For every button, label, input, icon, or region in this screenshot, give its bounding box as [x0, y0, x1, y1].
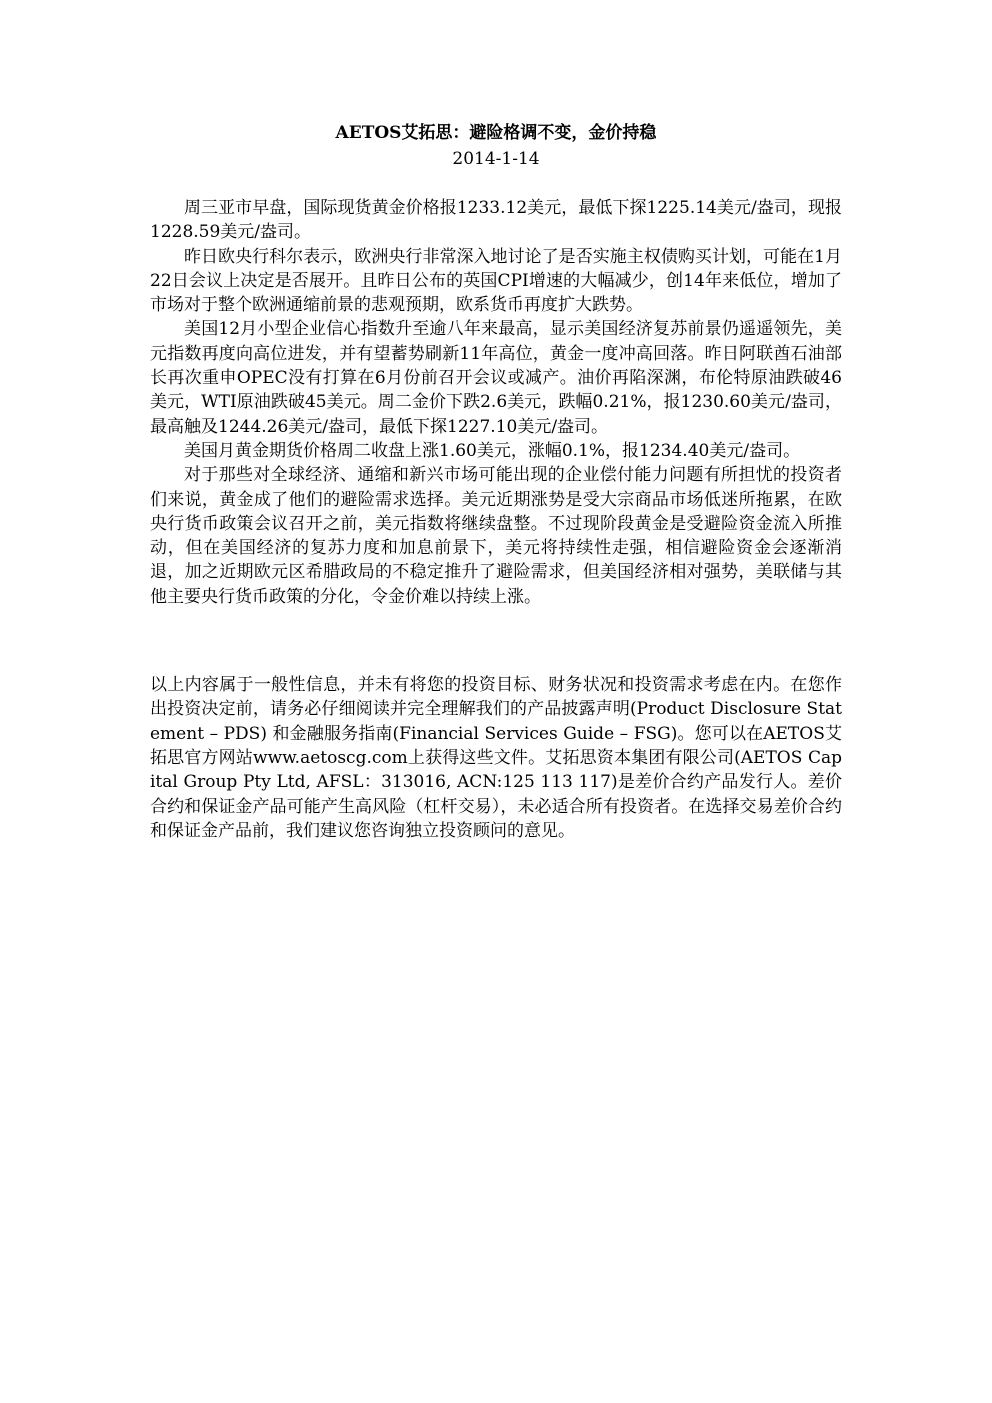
body-paragraph: 美国12月小型企业信心指数升至逾八年来最高，显示美国经济复苏前景仍遥遥领先，美元指数再度向高位进发，并有望蓄势刷新11年高位，黄金一度冲高回落。昨日阿联酋石油部长再次重申OPEC没有打算在6月份前召开会议或减产。油价再陷深渊，布伦特原油跌破46美元，WTI原油跌破45美元。周二金价下跌2.6美元，跌幅0.21%，报1230.60美元/盎司，最高触及1244.26美元/盎司，最低下探1227.10美元/盎司。 [150, 319, 842, 437]
disclaimer-paragraph: 以上内容属于一般性信息，并未有将您的投资目标、财务状况和投资需求考虑在内。在您作出投资决定前，请务必仔细阅读并完全理解我们的产品披露声明(Product Disclosure Statement – PDS) 和金融服务指南(Financial Services Guide – FSG)。您可以在AETOS艾拓思官方网站www.aetoscg.com上获得这些文件。艾拓思资本集团有限公司(AETOS Capital Group Pty Ltd, AFSL：313016, ACN:125 113 117)是差价合约产品发行人。差价合约和保证金产品可能产生高风险（杠杆交易），未必适合所有投资者。在选择交易差价合约和保证金产品前，我们建议您咨询独立投资顾问的意见。 [150, 675, 842, 841]
document-page [150, 120, 842, 843]
body-paragraph: 对于那些对全球经济、通缩和新兴市场可能出现的企业偿付能力问题有所担忧的投资者们来说，黄金成了他们的避险需求选择。美元近期涨势是受大宗商品市场低迷所拖累，在欧央行货币政策会议召开之前，美元指数将继续盘整。不过现阶段黄金是受避险资金流入所推动，但在美国经济的复苏力度和加息前景下，美元将持续性走强，相信避险资金会逐渐消退，加之近期欧元区希腊政局的不稳定推升了避险需求，但美国经济相对强势，美联储与其他主要央行货币政策的分化，令金价难以持续上涨。 [150, 465, 842, 607]
body-paragraph: 昨日欧央行科尔表示，欧洲央行非常深入地讨论了是否实施主权债购买计划，可能在1月22日会议上决定是否展开。且昨日公布的英国CPI增速的大幅减少，创14年来低位，增加了市场对于整个欧洲通缩前景的悲观预期，欧系货币再度扩大跌势。 [150, 246, 842, 316]
page-title: AETOS艾拓思：避险格调不变，金价持稳 [335, 123, 657, 143]
publish-date: 2014-1-14 [452, 149, 540, 169]
body-paragraph: 美国月黄金期货价格周二收盘上涨1.60美元，涨幅0.1%，报1234.40美元/盎司。 [184, 440, 801, 461]
body-paragraph: 周三亚市早盘，国际现货黄金价格报1233.12美元，最低下探1225.14美元/盎司，现报1228.59美元/盎司。 [150, 198, 842, 243]
